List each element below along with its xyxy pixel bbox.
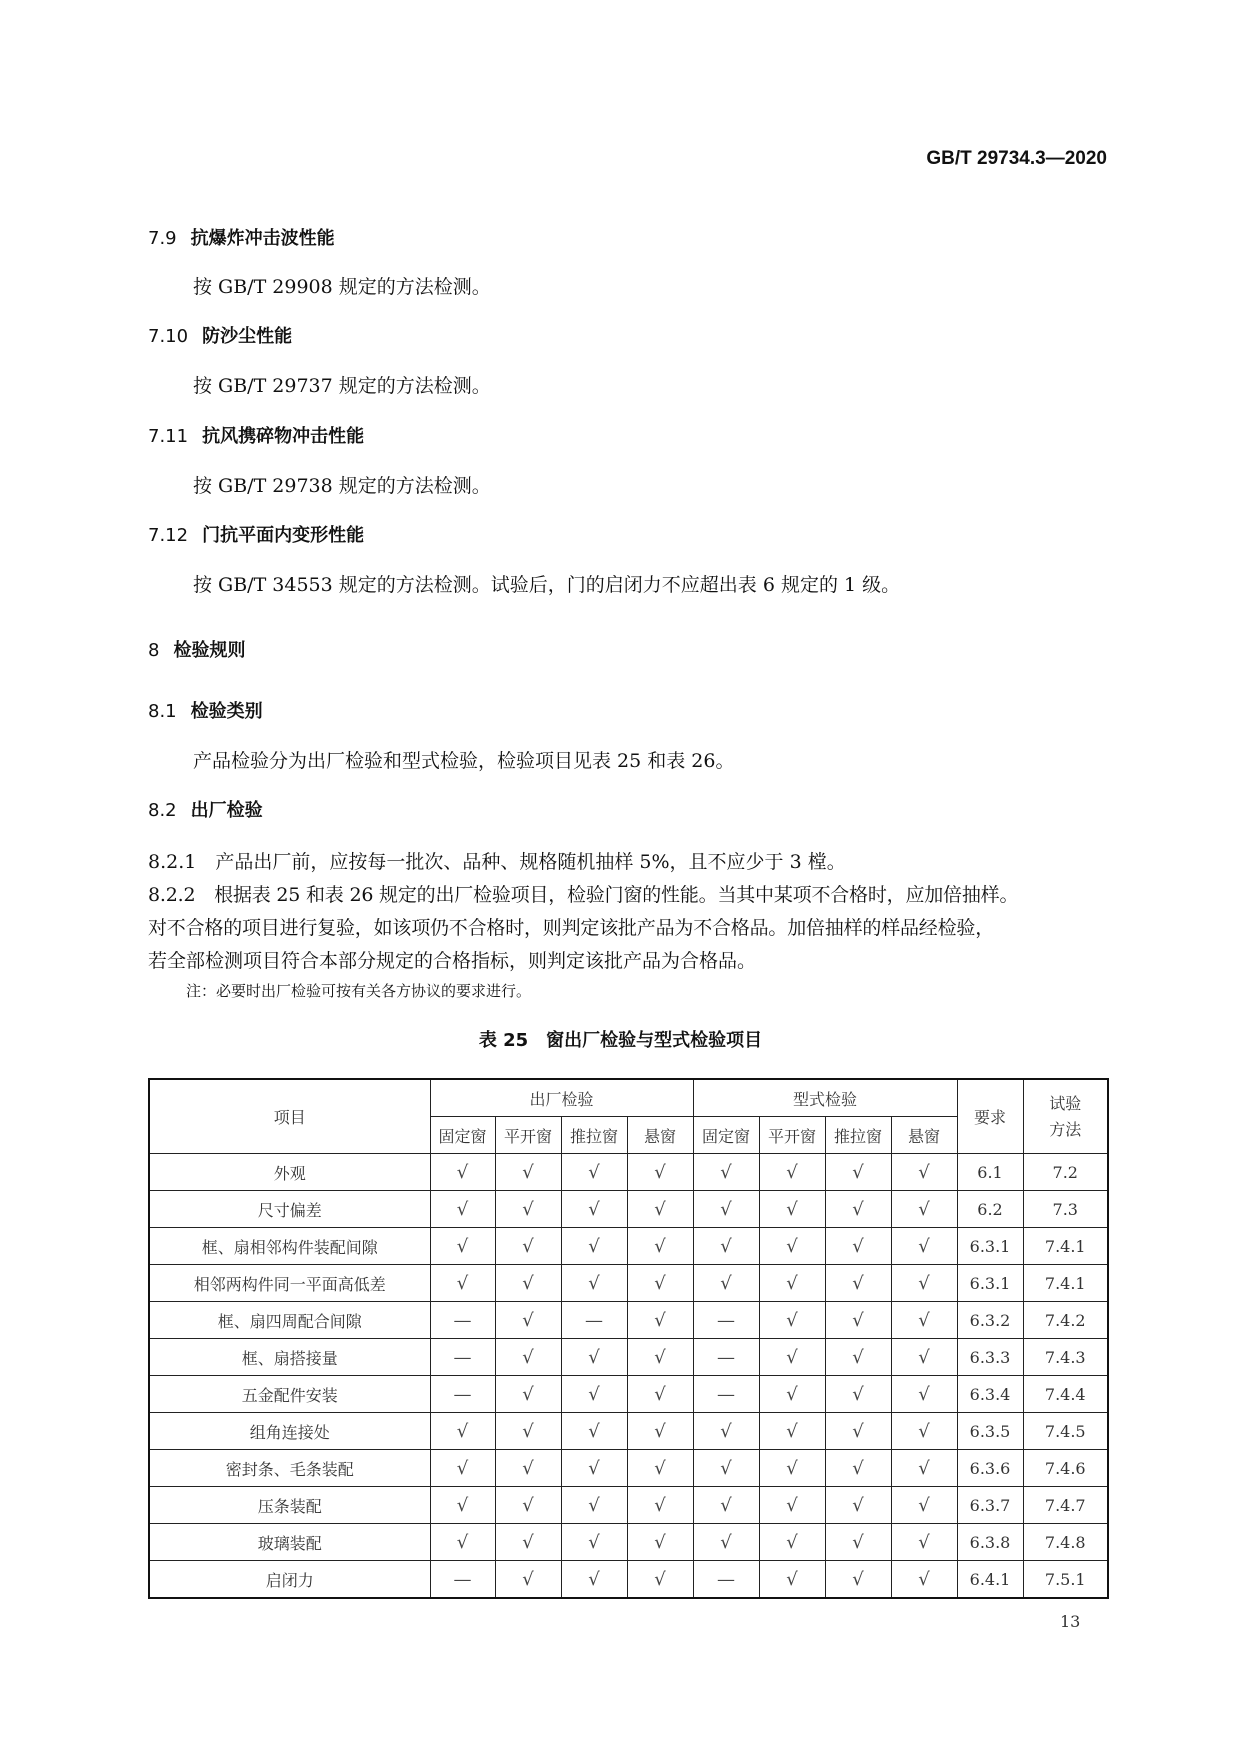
item-cell: 压条装配 [149, 1487, 430, 1524]
check-cell: √ [561, 1487, 627, 1524]
paragraph: 按 GB/T 29908 规定的方法检测。 [193, 276, 491, 298]
check-cell: √ [561, 1228, 627, 1265]
check-cell: √ [495, 1265, 561, 1302]
requirement-cell: 6.3.8 [957, 1524, 1023, 1561]
test-method-cell: 7.4.8 [1023, 1524, 1108, 1561]
item-cell: 密封条、毛条装配 [149, 1450, 430, 1487]
check-cell: √ [825, 1413, 891, 1450]
section-title: 抗风携碎物冲击性能 [202, 426, 365, 447]
check-cell: √ [891, 1302, 957, 1339]
paragraph: 按 GB/T 34553 规定的方法检测。试验后，门的启闭力不应超出表 6 规定的 1 级。 [193, 574, 901, 596]
check-cell: √ [693, 1154, 759, 1191]
item-cell: 框、扇四周配合间隙 [149, 1302, 430, 1339]
check-cell: √ [759, 1487, 825, 1524]
table-row [149, 1154, 1108, 1191]
subheader-window-type: 固定窗 [430, 1117, 495, 1154]
check-cell: √ [561, 1376, 627, 1413]
clause-8-2-2-line: 8.2.2 根据表 25 和表 26 规定的出厂检验项目，检验门窗的性能。当其中某项不合格时，应加倍抽样。 [148, 884, 1019, 906]
item-cell: 启闭力 [149, 1561, 430, 1599]
section-heading [148, 322, 292, 348]
header-type-inspection: 型式检验 [693, 1079, 957, 1117]
check-cell: √ [561, 1413, 627, 1450]
check-cell: √ [495, 1191, 561, 1228]
item-cell: 框、扇搭接量 [149, 1339, 430, 1376]
table-row [149, 1524, 1108, 1561]
item-cell: 尺寸偏差 [149, 1191, 430, 1228]
check-cell: √ [495, 1450, 561, 1487]
section-heading [148, 224, 335, 250]
table-row [149, 1413, 1108, 1450]
test-method-cell: 7.4.3 [1023, 1339, 1108, 1376]
section-title: 门抗平面内变形性能 [202, 525, 365, 546]
subheader-window-type: 固定窗 [693, 1117, 759, 1154]
check-cell: √ [693, 1265, 759, 1302]
check-cell: √ [693, 1487, 759, 1524]
check-cell: √ [627, 1561, 693, 1599]
check-cell: √ [891, 1265, 957, 1302]
check-cell: √ [759, 1524, 825, 1561]
section-number: 7.11 [148, 426, 189, 447]
check-cell: √ [627, 1524, 693, 1561]
check-cell: √ [495, 1228, 561, 1265]
item-cell: 外观 [149, 1154, 430, 1191]
check-cell: √ [561, 1191, 627, 1228]
requirement-cell: 6.3.7 [957, 1487, 1023, 1524]
item-cell: 组角连接处 [149, 1413, 430, 1450]
test-method-cell: 7.3 [1023, 1191, 1108, 1228]
check-cell: √ [430, 1487, 495, 1524]
check-cell: √ [825, 1487, 891, 1524]
check-cell: √ [495, 1154, 561, 1191]
header-test-method: 试验方法 [1023, 1079, 1108, 1154]
requirement-cell: 6.3.1 [957, 1228, 1023, 1265]
check-cell: √ [693, 1191, 759, 1228]
test-method-cell: 7.4.1 [1023, 1265, 1108, 1302]
check-cell: √ [891, 1339, 957, 1376]
item-cell: 五金配件安装 [149, 1376, 430, 1413]
check-cell: √ [430, 1154, 495, 1191]
check-cell: √ [759, 1450, 825, 1487]
check-cell: √ [825, 1450, 891, 1487]
check-cell: — [693, 1561, 759, 1599]
requirement-cell: 6.3.3 [957, 1339, 1023, 1376]
test-method-cell: 7.4.1 [1023, 1228, 1108, 1265]
section-heading [148, 521, 364, 547]
section-heading [148, 796, 263, 822]
item-cell: 玻璃装配 [149, 1524, 430, 1561]
check-cell: √ [561, 1524, 627, 1561]
standard-number: GB/T 29734.3—2020 [926, 148, 1107, 169]
check-cell: √ [891, 1228, 957, 1265]
check-cell: √ [627, 1339, 693, 1376]
section-title: 检验类别 [190, 701, 263, 722]
check-cell: √ [561, 1561, 627, 1599]
check-cell: √ [891, 1561, 957, 1599]
table-row [149, 1191, 1108, 1228]
check-cell: √ [759, 1561, 825, 1599]
section-title: 防沙尘性能 [202, 326, 293, 347]
header-requirement: 要求 [957, 1079, 1023, 1154]
clause-8-2-2-line: 若全部检测项目符合本部分规定的合格指标，则判定该批产品为合格品。 [148, 950, 757, 972]
section-number: 7.9 [148, 228, 177, 249]
check-cell: √ [759, 1376, 825, 1413]
check-cell: √ [430, 1228, 495, 1265]
header-factory-inspection: 出厂检验 [430, 1079, 693, 1117]
paragraph: 产品检验分为出厂检验和型式检验，检验项目见表 25 和表 26。 [193, 750, 735, 772]
subheader-window-type: 推拉窗 [561, 1117, 627, 1154]
check-cell: √ [825, 1339, 891, 1376]
header-item: 项目 [149, 1079, 430, 1154]
check-cell: √ [430, 1524, 495, 1561]
test-method-cell: 7.2 [1023, 1154, 1108, 1191]
check-cell: √ [495, 1413, 561, 1450]
check-cell: √ [759, 1228, 825, 1265]
check-cell: √ [627, 1413, 693, 1450]
check-cell: √ [825, 1154, 891, 1191]
requirement-cell: 6.3.1 [957, 1265, 1023, 1302]
test-method-cell: 7.4.7 [1023, 1487, 1108, 1524]
check-cell: √ [825, 1302, 891, 1339]
test-method-cell: 7.4.4 [1023, 1376, 1108, 1413]
check-cell: √ [495, 1561, 561, 1599]
section-number: 8.1 [148, 701, 177, 722]
test-method-cell: 7.4.5 [1023, 1413, 1108, 1450]
check-cell: √ [825, 1228, 891, 1265]
check-cell: √ [825, 1265, 891, 1302]
check-cell: √ [825, 1561, 891, 1599]
check-cell: √ [759, 1265, 825, 1302]
check-cell: √ [891, 1450, 957, 1487]
check-cell: √ [759, 1339, 825, 1376]
check-cell: √ [891, 1376, 957, 1413]
check-cell: √ [430, 1450, 495, 1487]
check-cell: √ [627, 1154, 693, 1191]
check-cell: — [430, 1376, 495, 1413]
section-title: 出厂检验 [190, 800, 263, 821]
subheader-window-type: 悬窗 [891, 1117, 957, 1154]
subheader-window-type: 平开窗 [495, 1117, 561, 1154]
requirement-cell: 6.3.2 [957, 1302, 1023, 1339]
check-cell: √ [627, 1487, 693, 1524]
requirement-cell: 6.4.1 [957, 1561, 1023, 1599]
check-cell: √ [627, 1191, 693, 1228]
chapter-heading [148, 636, 245, 662]
check-cell: √ [693, 1524, 759, 1561]
check-cell: √ [627, 1228, 693, 1265]
section-title: 抗爆炸冲击波性能 [190, 228, 335, 249]
check-cell: √ [891, 1154, 957, 1191]
section-number: 8 [148, 640, 160, 661]
subheader-window-type: 悬窗 [627, 1117, 693, 1154]
table-row [149, 1265, 1108, 1302]
table-row [149, 1561, 1108, 1599]
section-heading [148, 422, 364, 448]
check-cell: √ [627, 1302, 693, 1339]
check-cell: √ [759, 1191, 825, 1228]
subheader-window-type: 推拉窗 [825, 1117, 891, 1154]
note: 注：必要时出厂检验可按有关各方协议的要求进行。 [186, 982, 532, 1000]
check-cell: √ [693, 1228, 759, 1265]
section-heading [148, 697, 263, 723]
table-row [149, 1487, 1108, 1524]
section-title: 检验规则 [173, 640, 246, 661]
table-row [149, 1228, 1108, 1265]
subheader-window-type: 平开窗 [759, 1117, 825, 1154]
check-cell: √ [825, 1376, 891, 1413]
check-cell: — [693, 1302, 759, 1339]
check-cell: — [430, 1302, 495, 1339]
check-cell: √ [495, 1524, 561, 1561]
check-cell: √ [430, 1265, 495, 1302]
check-cell: √ [430, 1191, 495, 1228]
table-row [149, 1450, 1108, 1487]
requirement-cell: 6.3.6 [957, 1450, 1023, 1487]
check-cell: — [561, 1302, 627, 1339]
table-row [149, 1339, 1108, 1376]
table-row [149, 1302, 1108, 1339]
check-cell: √ [891, 1524, 957, 1561]
check-cell: √ [759, 1302, 825, 1339]
paragraph: 按 GB/T 29738 规定的方法检测。 [193, 475, 491, 497]
section-number: 7.10 [148, 326, 189, 347]
check-cell: √ [561, 1339, 627, 1376]
check-cell: √ [561, 1154, 627, 1191]
clause-8-2-2-line: 对不合格的项目进行复验，如该项仍不合格时，则判定该批产品为不合格品。加倍抽样的样品经检验， [148, 917, 995, 939]
check-cell: √ [825, 1524, 891, 1561]
check-cell: √ [561, 1265, 627, 1302]
clause-8-2-1: 8.2.1 产品出厂前，应按每一批次、品种、规格随机抽样 5%，且不应少于 3 樘。 [148, 851, 846, 873]
check-cell: √ [627, 1265, 693, 1302]
inspection-table [148, 1078, 1109, 1599]
check-cell: √ [561, 1450, 627, 1487]
requirement-cell: 6.2 [957, 1191, 1023, 1228]
check-cell: √ [759, 1413, 825, 1450]
check-cell: √ [495, 1376, 561, 1413]
section-number: 8.2 [148, 800, 177, 821]
check-cell: √ [495, 1339, 561, 1376]
check-cell: √ [759, 1154, 825, 1191]
item-cell: 框、扇相邻构件装配间隙 [149, 1228, 430, 1265]
check-cell: — [693, 1339, 759, 1376]
check-cell: √ [891, 1191, 957, 1228]
section-number: 7.12 [148, 525, 189, 546]
check-cell: √ [693, 1413, 759, 1450]
check-cell: — [430, 1561, 495, 1599]
check-cell: √ [891, 1413, 957, 1450]
check-cell: √ [891, 1487, 957, 1524]
check-cell: √ [495, 1302, 561, 1339]
paragraph: 按 GB/T 29737 规定的方法检测。 [193, 375, 491, 397]
check-cell: √ [627, 1450, 693, 1487]
check-cell: √ [627, 1376, 693, 1413]
table-caption: 表 25 窗出厂检验与型式检验项目 [478, 1030, 763, 1051]
page-number: 13 [1060, 1612, 1081, 1631]
requirement-cell: 6.3.4 [957, 1376, 1023, 1413]
test-method-cell: 7.5.1 [1023, 1561, 1108, 1599]
requirement-cell: 6.1 [957, 1154, 1023, 1191]
check-cell: √ [495, 1487, 561, 1524]
check-cell: √ [430, 1413, 495, 1450]
check-cell: — [430, 1339, 495, 1376]
requirement-cell: 6.3.5 [957, 1413, 1023, 1450]
check-cell: √ [825, 1191, 891, 1228]
item-cell: 相邻两构件同一平面高低差 [149, 1265, 430, 1302]
check-cell: — [693, 1376, 759, 1413]
check-cell: √ [693, 1450, 759, 1487]
test-method-cell: 7.4.6 [1023, 1450, 1108, 1487]
table-row [149, 1376, 1108, 1413]
test-method-cell: 7.4.2 [1023, 1302, 1108, 1339]
